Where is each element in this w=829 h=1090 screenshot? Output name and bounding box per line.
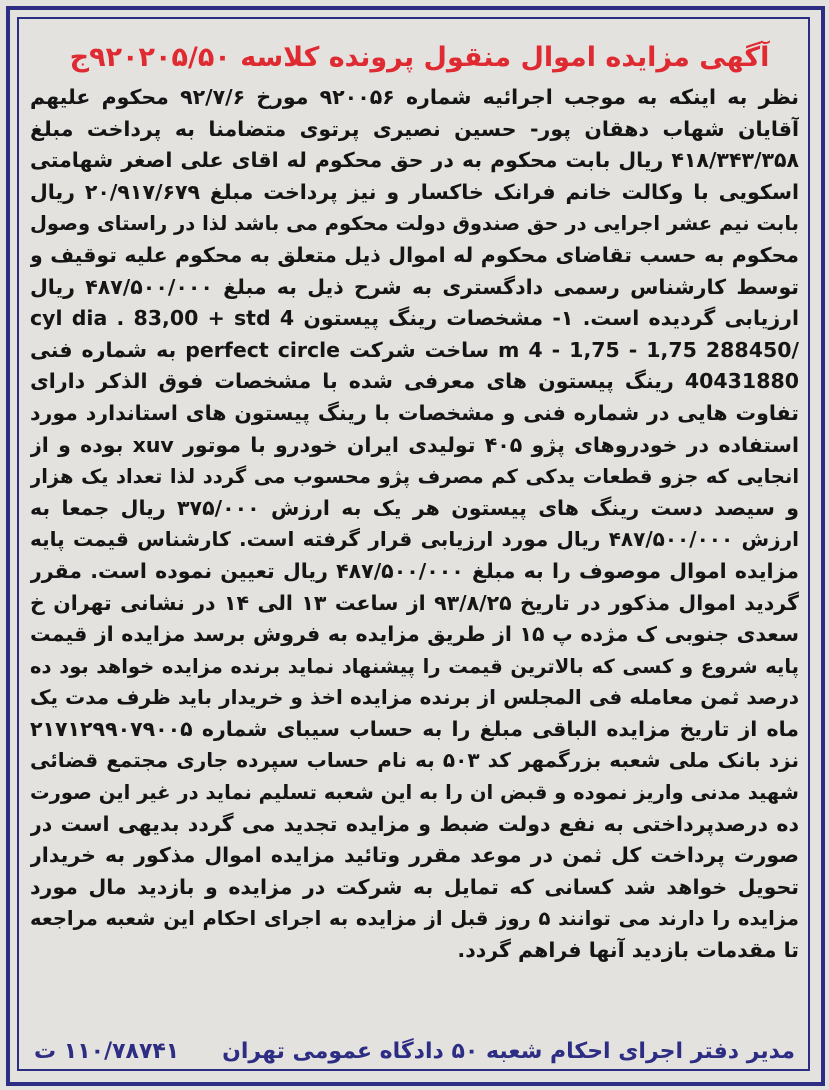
body-line: تا مقدمات بازدید آنها فراهم گردد.: [457, 938, 799, 963]
signer-line: مدیر دفتر اجرای احکام شعبه ۵۰ دادگاه عمومی تهران: [222, 1039, 795, 1064]
body-line: صورت پرداخت کل ثمن در موعد مقرر وتائید مزایده اموال مذکور به خریدار: [30, 843, 799, 868]
body-line: نزد بانک ملی شعبه بزرگمهر کد ۵۰۳ به نام حساب سپرده جاری مجتمع قضائی: [30, 748, 799, 773]
body-line: و سیصد دست رینگ های پیستون هر یک به ارزش ۳۷۵/۰۰۰ ریال جمعا به: [30, 495, 799, 520]
notice-footer: [34, 1032, 795, 1072]
notice-title: آگهی مزایده اموال منقول پرونده کلاسه ۹۲۰۲۰۵/۵۰ج: [69, 42, 770, 73]
body-line: بابت نیم عشر اجرایی در حق صندوق دولت محکوم می باشد لذا در راستای وصول: [30, 212, 799, 236]
body-line: تفاوت هایی در شماره فنی و مشخصات با رینگ پیستون های استاندارد مورد: [30, 400, 799, 425]
body-line: توسط کارشناس رسمی دادگستری به شرح ذیل به مبلغ ۴۸۷/۵۰۰/۰۰۰ ریال: [30, 274, 799, 299]
body-line: شهید مدنی واریز نموده و قبض ان را به این شعبه تسلیم نماید در غیر این صورت: [30, 781, 799, 805]
body-line: محکوم به حسب تقاضای محکوم له اموال ذیل متعلق به محکوم علیه توقیف و: [30, 242, 799, 267]
body-line: پایه شروع و کسی که بالاترین قیمت را پیشنهاد نماید برنده مزایده خواهد بود ده: [30, 654, 799, 678]
body-line: مزایده را دارند می توانند ۵ روز قبل از مزایده به اجرای احکام این شعبه مراجعه: [30, 907, 799, 931]
body-line: گردید اموال مذکور در تاریخ ۹۳/۸/۲۵ از ساعت ۱۳ الی ۱۴ در نشانی تهران خ: [30, 590, 799, 615]
body-line: اسکویی با وکالت خانم فرانک خاکسار و نیز پرداخت مبلغ ۲۰/۹۱۷/۶۷۹ ریال: [30, 179, 799, 204]
body-line: /288450 m 4 - 1,75 - 1,75 ساخت شرکت perfect circle به شماره فنی: [30, 337, 799, 362]
body-line: 40431880 رینگ پیستون های معرفی شده با مشخصات فوق الذکر دارای: [30, 369, 799, 394]
body-line: ارزیابی گردیده است. ۱- مشخصات رینگ پیستون 4 cyl dia . 83,00 + std: [30, 306, 799, 331]
body-line: سعدی جنوبی ک مژده پ ۱۵ از طریق مزایده به فروش برسد مزایده از قیمت: [30, 622, 799, 647]
body-line: ده درصدپرداختی به نفع دولت ضبط و مزایده تجدید می گردد بدیهی است در: [30, 811, 799, 836]
body-line: نظر به اینکه به موجب اجرائیه شماره ۹۲۰۰۵۶ مورخ ۹۲/۷/۶ محکوم علیهم: [30, 85, 799, 109]
notice-code: ۱۱۰/۷۸۷۴۱ ت: [34, 1039, 180, 1064]
body-line: تحویل خواهد شد کسانی که تمایل به شرکت در مزایده و بازدید مال مورد: [30, 874, 799, 899]
body-line: استفاده در خودروهای پژو ۴۰۵ تولیدی ایران خودرو با موتور xuv بوده و از: [30, 432, 799, 457]
body-line: ارزش ۴۸۷/۵۰۰/۰۰۰ ریال مورد ارزیابی قرار گرفته است. کارشناس قیمت پایه: [30, 527, 799, 552]
body-line: درصد ثمن معامله فی المجلس از برنده مزایده اخذ و خریدار باید ظرف مدت یک: [30, 685, 799, 710]
body-line: ماه از تاریخ مزایده الباقی مبلغ را به حساب سیبای شماره ۲۱۷۱۲۹۹۰۷۹۰۰۵: [30, 716, 799, 741]
body-line: آقایان شهاب دهقان پور- حسین نصیری پرتوی متضامنا به پرداخت مبلغ: [30, 116, 799, 141]
body-line: ۴۱۸/۳۴۳/۳۵۸ ریال بابت محکوم به در حق محکوم له اقای علی اصغر شهامتی: [30, 148, 799, 173]
notice-body: [30, 82, 799, 967]
body-line: مزایده اموال موصوف را به مبلغ ۴۸۷/۵۰۰/۰۰۰ ریال تعیین نموده است. مقرر: [30, 558, 799, 583]
body-line: انجایی که جزو قطعات یدکی کم مصرف پژو محسوب می گردد لذا تعداد یک هزار: [30, 465, 799, 489]
